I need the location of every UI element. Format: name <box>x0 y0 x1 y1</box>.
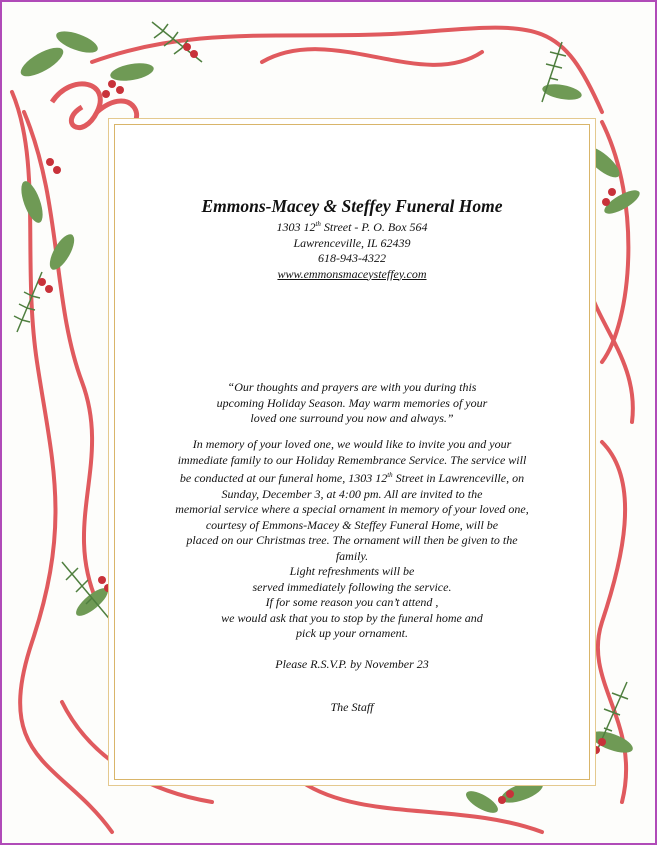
business-name: Emmons-Macey & Steffey Funeral Home <box>201 196 503 216</box>
funeral-home-header <box>115 195 589 282</box>
invitation-paragraph: In memory of your loved one, we would like to invite you and your immediate family to our Holiday Remembrance Service. The service will be conducted at our funeral home, 1303 12th Street in Lawrenceville, on Sunday, December 3, at 4:00 pm. All are invited to the memorial service where a special ornament in memory of your loved one, courtesy of Emmons-Macey & Steffey Funeral Home, will be placed on our Christmas tree. The ornament will then be given to the family. Light refreshments will be served immediately following the service. If for some reason you can’t attend , we would ask that you to stop by the funeral home and pick up your ornament. <box>175 437 529 640</box>
letter-panel <box>114 124 590 780</box>
condolence-quote: “Our thoughts and prayers are with you during this upcoming Holiday Season. May warm memories of your loved one surround you now and always.” <box>216 380 488 425</box>
signature: The Staff <box>330 700 374 714</box>
phone-number: 618-943-4322 <box>318 251 386 265</box>
street-address: 1303 12th Street - P. O. Box 564 <box>276 220 428 234</box>
rsvp-line: Please R.S.V.P. by November 23 <box>275 657 429 671</box>
website-link[interactable]: www.emmonsmaceysteffey.com <box>277 266 427 281</box>
city-state-zip: Lawrenceville, IL 62439 <box>293 235 411 250</box>
